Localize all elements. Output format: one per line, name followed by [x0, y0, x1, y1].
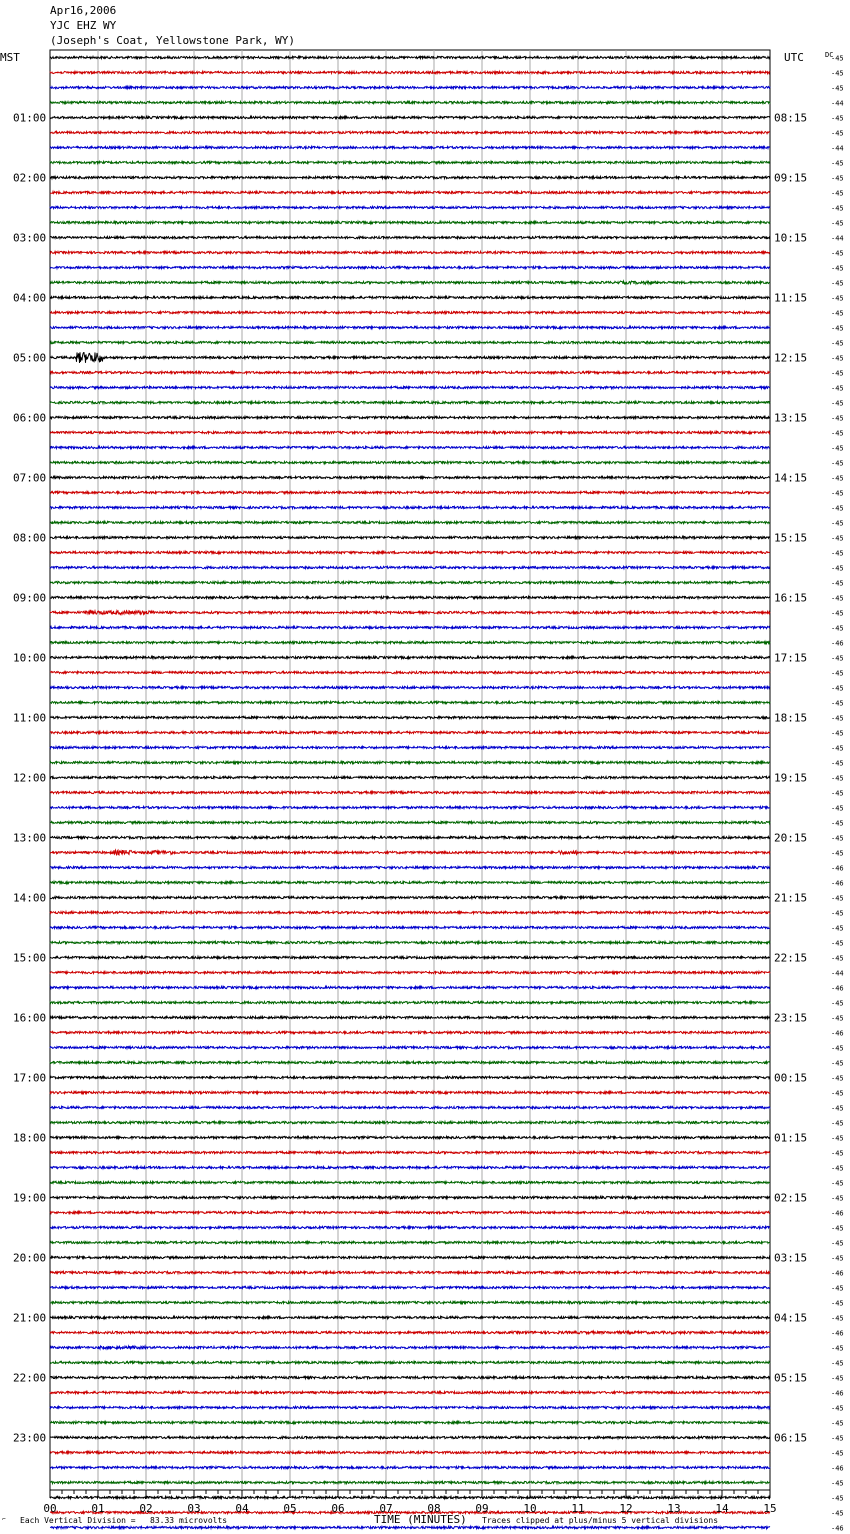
- dc-offset-labels: [831, 55, 844, 1534]
- dc-offset-label: -45: [831, 354, 844, 363]
- dc-offset-label: -45: [831, 444, 844, 453]
- utc-hour-label: 16:15: [774, 591, 808, 605]
- mst-hour-labels: [13, 112, 46, 1445]
- dc-offset-label: -45: [831, 189, 844, 198]
- x-tick-label: 08: [427, 1502, 441, 1515]
- trace-row-48: [50, 776, 770, 778]
- dc-offset-label: -45: [831, 1239, 844, 1248]
- trace-row-26: [50, 446, 770, 448]
- station-location: (Joseph's Coat, Yellowstone Park, WY): [50, 34, 296, 47]
- dc-offset-label: -46: [831, 639, 844, 648]
- trace-row-27: [50, 461, 770, 463]
- mst-hour-label: 11:00: [13, 711, 47, 725]
- utc-hour-label: 12:15: [774, 351, 808, 365]
- dc-offset-label: -45: [831, 309, 844, 318]
- mst-hour-label: 06:00: [13, 411, 47, 425]
- dc-offset-label: -46: [831, 1329, 844, 1338]
- trace-row-0: [50, 56, 770, 58]
- dc-offset-label: -45: [831, 249, 844, 258]
- dc-offset-label: -45: [831, 579, 844, 588]
- trace-row-76: [50, 1196, 770, 1199]
- x-tick-label: 10: [523, 1502, 537, 1515]
- trace-row-84: [50, 1316, 770, 1318]
- utc-hour-label: 14:15: [774, 471, 808, 485]
- mst-hour-label: 18:00: [13, 1131, 47, 1145]
- dc-offset-label: -45: [831, 1104, 844, 1113]
- trace-row-36: [50, 596, 770, 598]
- trace-row-21: [50, 371, 770, 373]
- dc-offset-label: -45: [831, 279, 844, 288]
- dc-offset-label: -45: [831, 1434, 844, 1443]
- utc-hour-label: 01:15: [774, 1131, 808, 1145]
- utc-hour-label: 19:15: [774, 771, 808, 785]
- utc-hour-labels: [774, 112, 807, 1445]
- dc-offset-label: -45: [831, 954, 844, 963]
- dc-offset-label: -45: [831, 669, 844, 678]
- dc-offset-label: -46: [831, 1524, 844, 1533]
- trace-row-74: [50, 1166, 770, 1168]
- clipping-note: Traces clipped at plus/minus 5 vertical divisions: [482, 1516, 719, 1525]
- mst-hour-label: 03:00: [13, 231, 47, 245]
- trace-row-85: [50, 1331, 770, 1334]
- dc-offset-label: -45: [831, 414, 844, 423]
- dc-offset-label: -45: [831, 759, 844, 768]
- dc-offset-label: -45: [831, 699, 844, 708]
- x-tick-label: 01: [91, 1502, 105, 1515]
- dc-offset-label: -46: [831, 1464, 844, 1473]
- trace-row-29: [50, 491, 770, 493]
- dc-offset-label: -46: [831, 1389, 844, 1398]
- trace-row-37: [50, 611, 770, 615]
- dc-offset-label: -45: [831, 1314, 844, 1323]
- x-axis-title: TIME (MINUTES): [374, 1513, 467, 1526]
- dc-offset-label: -45: [831, 474, 844, 483]
- dc-offset-label: -45: [831, 1479, 844, 1488]
- trace-row-34: [50, 566, 770, 568]
- dc-offset-label: -45: [831, 324, 844, 333]
- dc-offset-label: -45: [831, 219, 844, 228]
- mst-hour-label: 09:00: [13, 591, 47, 605]
- mst-hour-label: 05:00: [13, 351, 47, 365]
- dc-offset-label: -45: [831, 1284, 844, 1293]
- mst-hour-label: 17:00: [13, 1071, 47, 1085]
- trace-row-18: [50, 326, 770, 328]
- trace-row-50: [50, 806, 770, 808]
- trace-row-24: [50, 416, 770, 418]
- trace-row-12: [50, 236, 770, 238]
- trace-row-73: [50, 1151, 770, 1153]
- mst-hour-label: 04:00: [13, 291, 47, 305]
- trace-row-1: [50, 71, 770, 73]
- dc-offset-label: -45: [831, 1059, 844, 1068]
- trace-row-87: [50, 1361, 770, 1363]
- trace-row-49: [50, 791, 770, 793]
- utc-hour-label: 05:15: [774, 1371, 808, 1385]
- utc-hour-label: 00:15: [774, 1071, 808, 1085]
- dc-offset-label: -45: [831, 564, 844, 573]
- dc-offset-label: -45: [831, 804, 844, 813]
- trace-row-54: [50, 866, 770, 868]
- trace-row-59: [50, 941, 770, 943]
- dc-offset-label: -45: [831, 369, 844, 378]
- plot-frame: [50, 50, 770, 1490]
- x-tick-label: 15: [763, 1502, 777, 1515]
- mst-hour-label: 20:00: [13, 1251, 47, 1265]
- dc-offset-label: -45: [831, 69, 844, 78]
- trace-row-22: [50, 386, 770, 388]
- dc-offset-label: -45: [831, 774, 844, 783]
- utc-hour-label: 04:15: [774, 1311, 808, 1325]
- dc-offset-label: -45: [831, 264, 844, 273]
- trace-row-4: [50, 116, 770, 118]
- dc-offset-label: -44: [831, 144, 844, 153]
- dc-offset-label: -44: [831, 969, 844, 978]
- trace-row-44: [50, 716, 770, 718]
- trace-row-69: [50, 1091, 770, 1093]
- trace-row-40: [50, 656, 770, 658]
- record-date: Apr16,2006: [50, 4, 117, 17]
- trace-row-10: [50, 206, 770, 208]
- utc-hour-label: 15:15: [774, 531, 808, 545]
- dc-offset-label: -45: [831, 624, 844, 633]
- dc-offset-label: -44: [831, 99, 844, 108]
- minute-grid: [50, 50, 770, 1490]
- mst-hour-label: 22:00: [13, 1371, 47, 1385]
- dc-offset-label: -45: [831, 1044, 844, 1053]
- trace-row-13: [50, 251, 770, 253]
- dc-offset-label: -46: [831, 1269, 844, 1278]
- mst-hour-label: 02:00: [13, 171, 47, 185]
- trace-row-90: [50, 1406, 770, 1408]
- dc-offset-label: -45: [831, 729, 844, 738]
- trace-rows: [50, 56, 770, 1534]
- dc-offset-label: -45: [831, 399, 844, 408]
- trace-row-8: [50, 176, 770, 178]
- dc-offset-label: -46: [831, 864, 844, 873]
- x-tick-label: 14: [715, 1502, 729, 1515]
- dc-offset-label: -45: [831, 174, 844, 183]
- dc-offset-label: -45: [831, 909, 844, 918]
- trace-row-55: [50, 881, 770, 883]
- dc-offset-label: -45: [831, 849, 844, 858]
- trace-row-23: [50, 401, 770, 403]
- trace-row-3: [50, 101, 770, 103]
- trace-row-45: [50, 731, 770, 733]
- mst-hour-label: 15:00: [13, 951, 47, 965]
- trace-row-15: [50, 281, 770, 284]
- trace-row-70: [50, 1106, 770, 1108]
- dc-offset-label: -45: [831, 159, 844, 168]
- dc-offset-label: -45: [831, 1359, 844, 1368]
- dc-offset-label: -45: [831, 789, 844, 798]
- dc-offset-label: -45: [831, 1149, 844, 1158]
- dc-offset-label: -46: [831, 1209, 844, 1218]
- trace-row-52: [50, 836, 770, 838]
- trace-row-95: [50, 1481, 770, 1483]
- trace-row-17: [50, 311, 770, 313]
- trace-row-25: [50, 431, 770, 433]
- utc-hour-label: 18:15: [774, 711, 808, 725]
- x-axis: [43, 1490, 776, 1515]
- utc-hour-label: 06:15: [774, 1431, 808, 1445]
- x-tick-label: 04: [235, 1502, 249, 1515]
- trace-row-53: [50, 850, 770, 855]
- trace-row-64: [50, 1016, 770, 1018]
- trace-row-19: [50, 341, 770, 343]
- utc-hour-label: 08:15: [774, 111, 808, 125]
- dc-offset-label: -45: [831, 114, 844, 123]
- trace-row-33: [50, 551, 770, 553]
- dc-offset-label: -45: [831, 1449, 844, 1458]
- mst-hour-label: 14:00: [13, 891, 47, 905]
- trace-row-63: [50, 1001, 770, 1003]
- trace-row-11: [50, 221, 770, 223]
- dc-offset-label: -45: [831, 534, 844, 543]
- trace-row-20: [50, 352, 770, 363]
- vertical-division-note: Each Vertical Division = 83.33 microvolts: [20, 1516, 228, 1525]
- utc-hour-label: 23:15: [774, 1011, 808, 1025]
- dc-offset-label: -45: [831, 1419, 844, 1428]
- mst-hour-label: 12:00: [13, 771, 47, 785]
- trace-row-81: [50, 1271, 770, 1273]
- dc-offset-label: -45: [831, 819, 844, 828]
- mst-hour-label: 07:00: [13, 471, 47, 485]
- utc-hour-label: 03:15: [774, 1251, 808, 1265]
- dc-offset-label: -45: [831, 894, 844, 903]
- trace-row-92: [50, 1436, 770, 1438]
- dc-offset-label: -45: [831, 84, 844, 93]
- trace-row-57: [50, 911, 770, 913]
- trace-row-93: [50, 1451, 770, 1453]
- mst-hour-label: 21:00: [13, 1311, 47, 1325]
- trace-row-80: [50, 1256, 770, 1258]
- trace-row-2: [50, 86, 770, 88]
- trace-row-16: [50, 296, 770, 298]
- trace-row-47: [50, 761, 770, 763]
- trace-row-9: [50, 191, 770, 193]
- mst-hour-label: 13:00: [13, 831, 47, 845]
- dc-offset-label: -45: [831, 654, 844, 663]
- trace-row-61: [50, 971, 770, 973]
- dc-offset-label: -45: [831, 54, 844, 63]
- utc-hour-label: 17:15: [774, 651, 808, 665]
- dc-offset-label: -45: [831, 384, 844, 393]
- trace-row-56: [50, 896, 770, 898]
- dc-offset-label: -45: [831, 594, 844, 603]
- dc-offset-label: -45: [831, 1014, 844, 1023]
- utc-hour-label: 11:15: [774, 291, 808, 305]
- utc-hour-label: 20:15: [774, 831, 808, 845]
- utc-hour-label: 22:15: [774, 951, 808, 965]
- trace-row-77: [50, 1211, 770, 1213]
- trace-row-42: [50, 686, 770, 688]
- trace-row-62: [50, 986, 770, 988]
- dc-offset-label: -45: [831, 1089, 844, 1098]
- dc-offset-label: -45: [831, 339, 844, 348]
- trace-row-72: [50, 1136, 770, 1138]
- mst-axis-label: MST: [0, 51, 20, 64]
- trace-row-91: [50, 1421, 770, 1423]
- trace-row-28: [50, 476, 770, 478]
- dc-offset-label: -45: [831, 834, 844, 843]
- dc-offset-label: -45: [831, 1074, 844, 1083]
- trace-row-88: [50, 1376, 770, 1378]
- x-tick-label: 00: [43, 1502, 57, 1515]
- trace-row-43: [50, 701, 770, 703]
- mst-hour-label: 16:00: [13, 1011, 47, 1025]
- dc-offset-label: -45: [831, 1119, 844, 1128]
- dc-offset-label: -44: [831, 234, 844, 243]
- dc-offset-label: -46: [831, 984, 844, 993]
- utc-hour-label: 21:15: [774, 891, 808, 905]
- trace-row-67: [50, 1061, 770, 1063]
- mst-hour-label: 01:00: [13, 111, 47, 125]
- dc-offset-label: -45: [831, 1494, 844, 1503]
- dc-offset-label: -45: [831, 489, 844, 498]
- trace-row-68: [50, 1076, 770, 1078]
- trace-row-78: [50, 1226, 770, 1228]
- utc-hour-label: 10:15: [774, 231, 808, 245]
- dc-offset-label: -45: [831, 1134, 844, 1143]
- mst-hour-label: 10:00: [13, 651, 47, 665]
- trace-row-32: [50, 536, 770, 538]
- trace-row-82: [50, 1286, 770, 1288]
- trace-row-66: [50, 1046, 770, 1048]
- x-tick-label: 09: [475, 1502, 489, 1515]
- utc-axis-label: UTC: [784, 51, 804, 64]
- dc-offset-label: -45: [831, 1164, 844, 1173]
- dc-offset-label: -45: [831, 1509, 844, 1518]
- x-tick-label: 02: [139, 1502, 153, 1515]
- dc-column-label: DC: [825, 51, 834, 59]
- mst-hour-label: 08:00: [13, 531, 47, 545]
- dc-offset-label: -45: [831, 459, 844, 468]
- trace-row-58: [50, 926, 770, 928]
- x-tick-label: 12: [619, 1502, 633, 1515]
- x-tick-label: 13: [667, 1502, 681, 1515]
- station-id: YJC EHZ WY: [50, 19, 117, 32]
- dc-offset-label: -46: [831, 1029, 844, 1038]
- trace-row-83: [50, 1301, 770, 1303]
- dc-offset-label: -45: [831, 294, 844, 303]
- x-tick-label: 03: [187, 1502, 201, 1515]
- trace-row-98: [50, 1526, 770, 1528]
- trace-row-79: [50, 1241, 770, 1243]
- dc-offset-label: -45: [831, 1194, 844, 1203]
- trace-row-5: [50, 131, 770, 133]
- dc-offset-label: -45: [831, 609, 844, 618]
- dc-offset-label: -45: [831, 1224, 844, 1233]
- trace-row-86: [50, 1346, 770, 1349]
- dc-offset-label: -45: [831, 939, 844, 948]
- x-tick-label: 06: [331, 1502, 345, 1515]
- trace-row-30: [50, 506, 770, 508]
- trace-row-94: [50, 1466, 770, 1468]
- dc-offset-label: -45: [831, 204, 844, 213]
- dc-offset-label: -45: [831, 1344, 844, 1353]
- dc-offset-label: -45: [831, 129, 844, 138]
- x-tick-label: 11: [571, 1502, 585, 1515]
- utc-hour-label: 09:15: [774, 171, 808, 185]
- trace-row-60: [50, 956, 770, 958]
- dc-offset-label: -45: [831, 999, 844, 1008]
- dc-offset-label: -45: [831, 714, 844, 723]
- dc-offset-label: -45: [831, 924, 844, 933]
- dc-offset-label: -45: [831, 519, 844, 528]
- dc-offset-label: -45: [831, 1299, 844, 1308]
- trace-row-14: [50, 266, 770, 268]
- mst-hour-label: 19:00: [13, 1191, 47, 1205]
- utc-hour-label: 13:15: [774, 411, 808, 425]
- dc-offset-label: -45: [831, 504, 844, 513]
- trace-row-96: [50, 1496, 770, 1498]
- trace-row-39: [50, 641, 770, 643]
- dc-offset-label: -45: [831, 1374, 844, 1383]
- dc-offset-label: -45: [831, 1179, 844, 1188]
- trace-row-89: [50, 1391, 770, 1393]
- dc-offset-label: -45: [831, 1254, 844, 1263]
- x-tick-label: 07: [379, 1502, 393, 1515]
- trace-row-51: [50, 821, 770, 823]
- trace-row-75: [50, 1181, 770, 1183]
- mst-hour-label: 23:00: [13, 1431, 47, 1445]
- dc-offset-label: -46: [831, 879, 844, 888]
- dc-offset-label: -45: [831, 744, 844, 753]
- dc-offset-label: -45: [831, 429, 844, 438]
- trace-row-35: [50, 581, 770, 583]
- x-tick-label: 05: [283, 1502, 297, 1515]
- dc-offset-label: -45: [831, 684, 844, 693]
- trace-row-41: [50, 671, 770, 673]
- trace-row-6: [50, 146, 770, 148]
- dc-offset-label: -45: [831, 549, 844, 558]
- dc-offset-label: -45: [831, 1404, 844, 1413]
- trace-row-38: [50, 626, 770, 628]
- trace-row-46: [50, 746, 770, 748]
- trace-row-7: [50, 161, 770, 163]
- utc-hour-label: 02:15: [774, 1191, 808, 1205]
- corner-mark: ⌐: [2, 1516, 6, 1523]
- trace-row-71: [50, 1121, 770, 1123]
- trace-row-65: [50, 1031, 770, 1033]
- trace-row-31: [50, 521, 770, 523]
